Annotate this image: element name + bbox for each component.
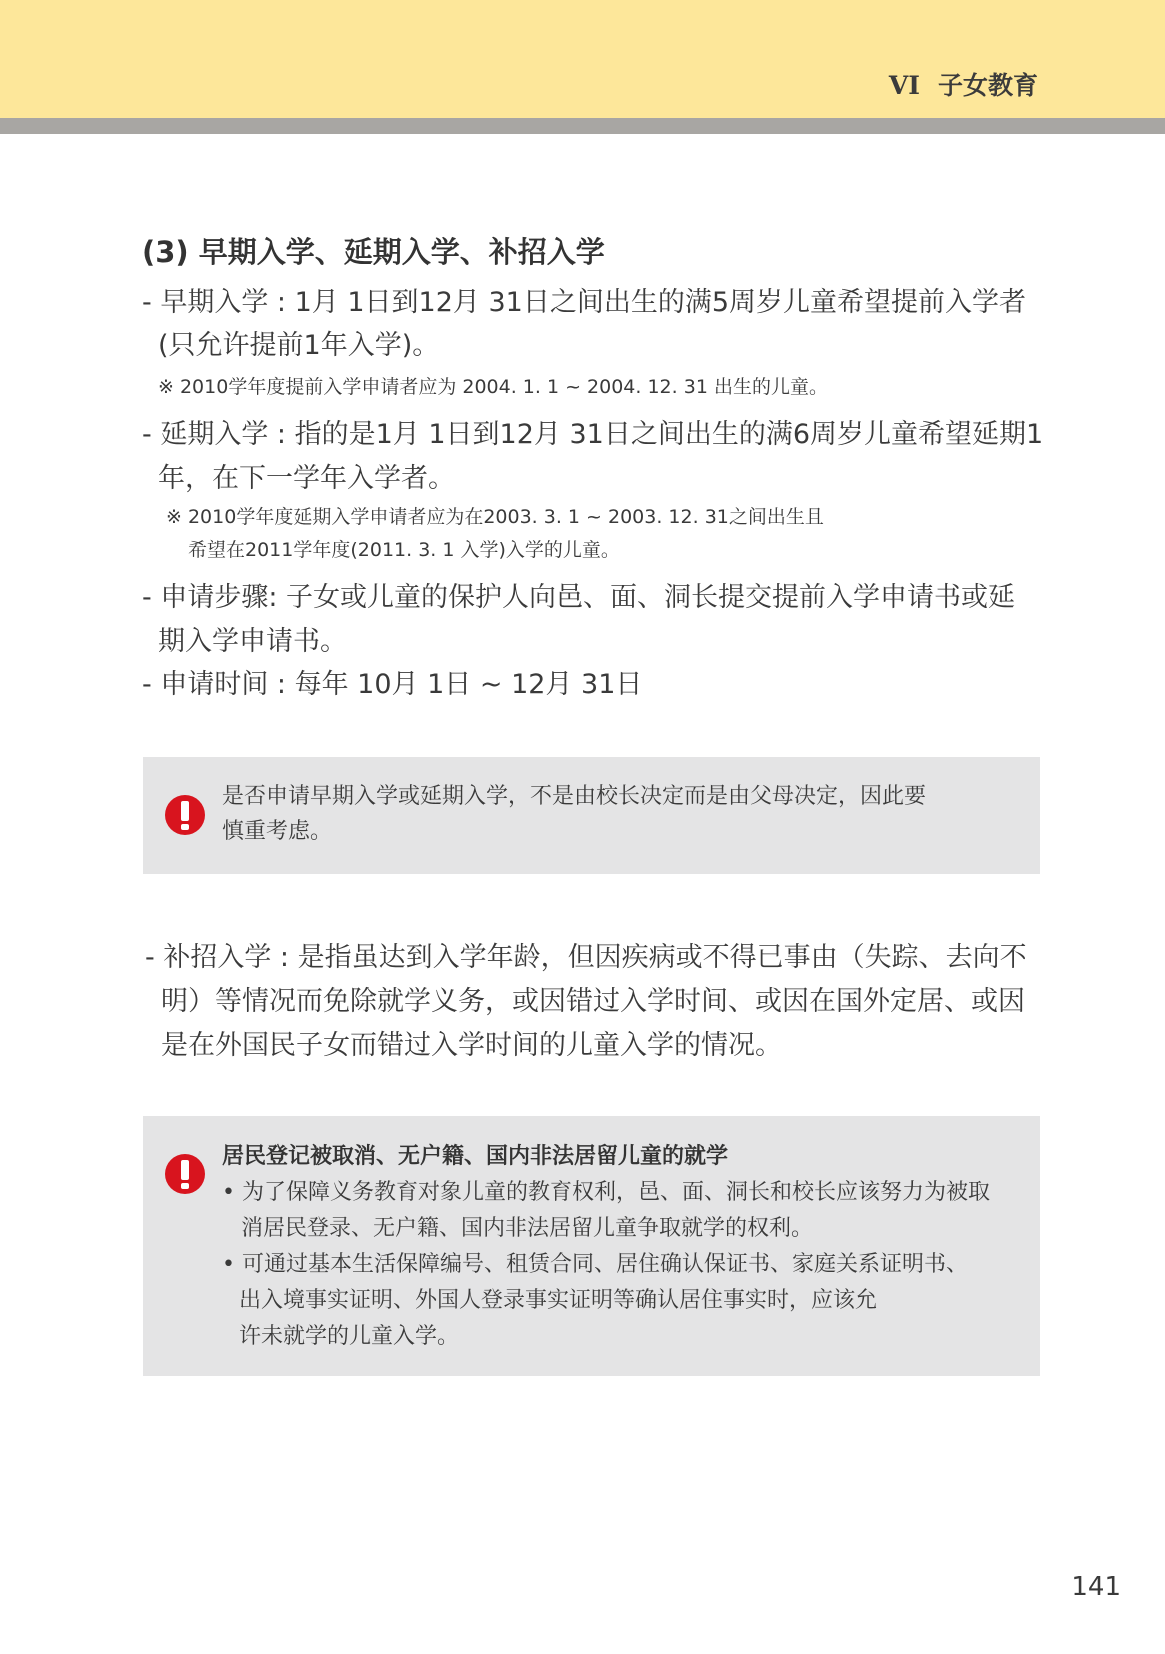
early-entry-line-2: (只允许提前1年入学)。 [158, 330, 440, 361]
chapter-heading [889, 66, 1038, 102]
supplementary-entry-line-2: 明）等情况而免除就学义务，或因错过入学时间、或因在国外定居、或因 [161, 986, 1025, 1017]
notice-bullet-2-line-2: 出入境事实证明、外国人登录事实证明等确认居住事实时，应该允 [239, 1288, 878, 1313]
exclamation-icon [165, 795, 205, 835]
delayed-entry-note-2: 希望在2011学年度(2011. 3. 1 入学)入学的儿童。 [188, 539, 620, 561]
procedure-line-2: 期入学申请书。 [158, 626, 347, 657]
chapter-number: VI [888, 71, 920, 100]
notice-title: 居民登记被取消、无户籍、国内非法居留儿童的就学 [222, 1144, 729, 1169]
application-period: - 申请时间 : 每年 10月 1日 ~ 12月 31日 [142, 669, 643, 700]
notice-bullet-1-line-2: 消居民登录、无户籍、国内非法居留儿童争取就学的权利。 [241, 1216, 814, 1241]
page-number: 141 [1071, 1572, 1121, 1602]
supplementary-entry-line-1: - 补招入学 : 是指虽达到入学年龄，但因疾病或不得已事由（失踪、去向不 [145, 942, 1027, 973]
delayed-entry-line-2: 年，在下一学年入学者。 [158, 463, 455, 494]
delayed-entry-note-1: ※ 2010学年度延期入学申请者应为在2003. 3. 1 ~ 2003. 12. 31之间出生且 [166, 506, 824, 528]
exclamation-icon [165, 1154, 205, 1194]
early-entry-line-1: - 早期入学 : 1月 1日到12月 31日之间出生的满5周岁儿童希望提前入学者 [142, 287, 1026, 318]
section-title: (3) 早期入学、延期入学、补招入学 [142, 235, 605, 269]
early-entry-note: ※ 2010学年度提前入学申请者应为 2004. 1. 1 ~ 2004. 12. 31 出生的儿童。 [158, 376, 828, 398]
notice-box-unregistered-children [143, 1116, 1040, 1376]
notice-bullet-2-line-1: • 可通过基本生活保障编号、租赁合同、居住确认保证书、家庭关系证明书、 [222, 1252, 968, 1277]
delayed-entry-line-1: - 延期入学 : 指的是1月 1日到12月 31日之间出生的满6周岁儿童希望延期1 [142, 419, 1044, 450]
notice-bullet-1-line-1: • 为了保障义务教育对象儿童的教育权利，邑、面、洞长和校长应该努力为被取 [222, 1180, 990, 1205]
notice-box-parents-decide [143, 757, 1040, 874]
header-rule [0, 118, 1165, 134]
notice-line-2: 慎重考虑。 [222, 819, 333, 844]
procedure-line-1: - 申请步骤: 子女或儿童的保护人向邑、面、洞长提交提前入学申请书或延 [142, 582, 1016, 613]
chapter-title: 子女教育 [937, 71, 1038, 100]
notice-line-1: 是否申请早期入学或延期入学，不是由校长决定而是由父母决定，因此要 [222, 784, 927, 809]
supplementary-entry-line-3: 是在外国民子女而错过入学时间的儿童入学的情况。 [161, 1030, 782, 1061]
notice-bullet-2-line-3: 许未就学的儿童入学。 [239, 1324, 460, 1349]
